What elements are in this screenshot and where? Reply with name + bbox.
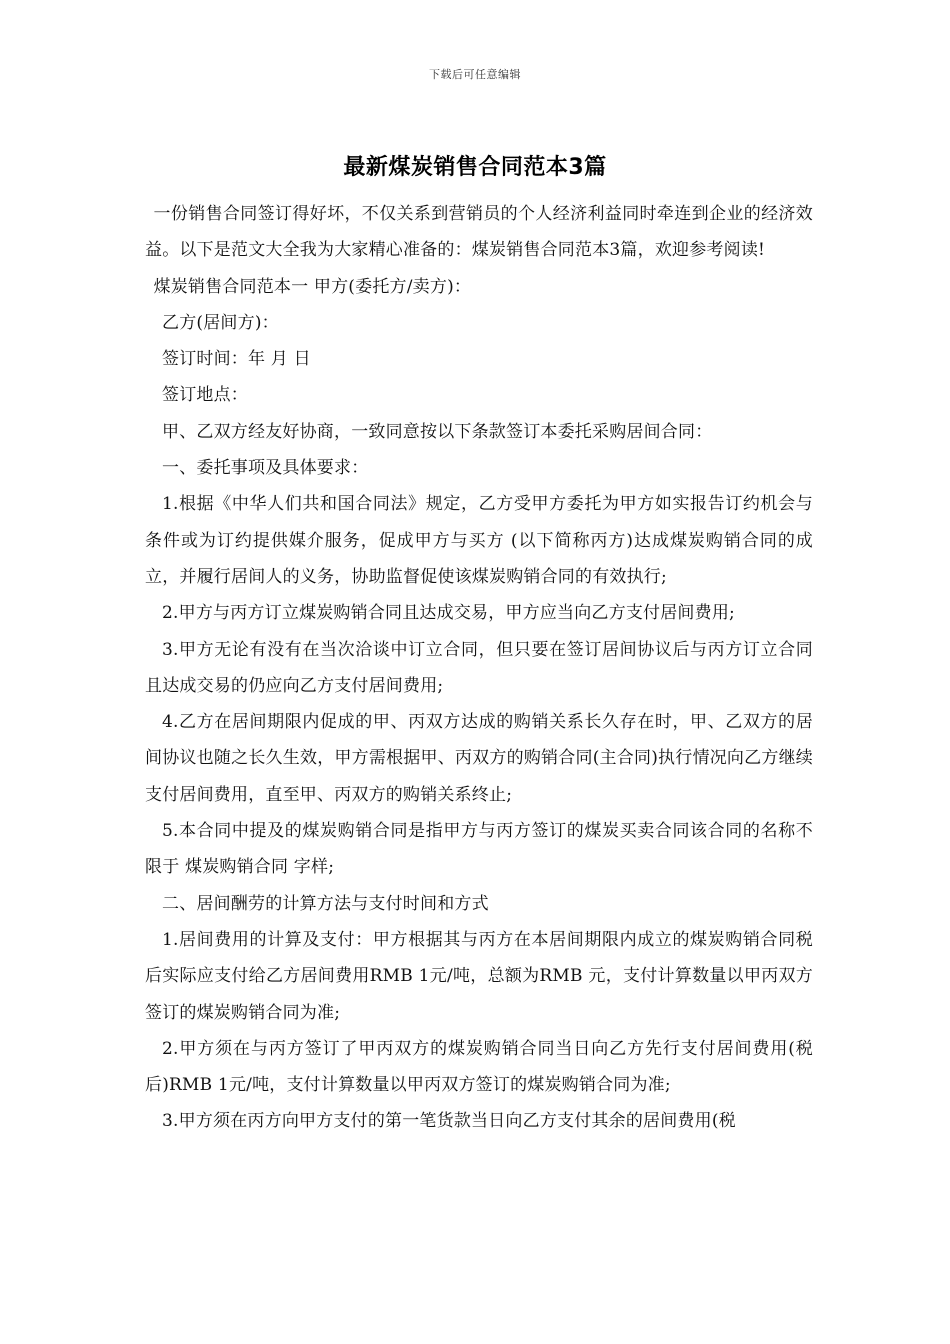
clause-1-1: 1.根据《中华人们共和国合同法》规定，乙方受甲方委托为甲方如实报告订约机会与条件或为订约提供媒介服务，促成甲方与买方 (以下简称丙方)达成煤炭购销合同的成立，并履行居间人的义务，协助监督促使该煤炭购销合同的有效执行; [145,494,813,587]
section-heading-2: 二、居间酬劳的计算方法与支付时间和方式 [162,893,489,914]
clause-1-5: 5.本合同中提及的煤炭购销合同是指甲方与丙方签订的煤炭买卖合同该合同的名称不限于 煤炭购销合同 字样; [145,821,813,878]
clause-1-4: 4.乙方在居间期限内促成的甲、丙双方达成的购销关系长久存在时，甲、乙双方的居间协议也随之长久生效，甲方需根据甲、丙双方的购销合同(主合同)执行情况向乙方继续支付居间费用，直至甲、丙双方的购销关系终止; [145,712,813,805]
signing-place-line: 签订地点： [162,385,248,406]
clause-1-3: 3.甲方无论有没有在当次洽谈中订立合同，但只要在签订居间协议后与丙方订立合同且达成交易的仍应向乙方支付居间费用; [145,639,813,696]
clause-2-1: 1.居间费用的计算及支付：甲方根据其与丙方在本居间期限内成立的煤炭购销合同税后实际应支付给乙方居间费用RMB 1元/吨，总额为RMB 元，支付计算数量以甲丙双方签订的煤炭购销合同为准; [145,929,813,1023]
agreement-paragraph: 甲、乙双方经友好协商，一致同意按以下条款签订本委托采购居间合同： [162,421,713,442]
party-b-line: 乙方(居间方)： [162,312,279,333]
clause-2-2: 2.甲方须在与丙方签订了甲丙双方的煤炭购销合同当日向乙方先行支付居间费用(税后)RMB 1元/吨，支付计算数量以甲丙双方签订的煤炭购销合同为准; [145,1038,813,1096]
header-note: 下载后可任意编辑 [429,68,521,81]
clause-2-3: 3.甲方须在丙方向甲方支付的第一笔货款当日向乙方支付其余的居间费用(税 [162,1111,736,1132]
contract-heading-party-a: 煤炭销售合同范本一 甲方(委托方/卖方)： [153,276,472,297]
section-heading-1: 一、委托事项及具体要求： [162,458,369,479]
document-title: 最新煤炭销售合同范本3篇 [343,155,607,180]
document-body [145,196,813,1140]
intro-paragraph: 一份销售合同签订得好坏，不仅关系到营销员的个人经济利益同时牵连到企业的经济效益。以下是范文大全我为大家精心准备的：煤炭销售合同范本3篇，欢迎参考阅读! [145,204,813,261]
clause-1-2: 2.甲方与丙方订立煤炭购销合同且达成交易，甲方应当向乙方支付居间费用; [162,603,735,624]
signing-date-line: 签订时间：年 月 日 [162,349,311,370]
